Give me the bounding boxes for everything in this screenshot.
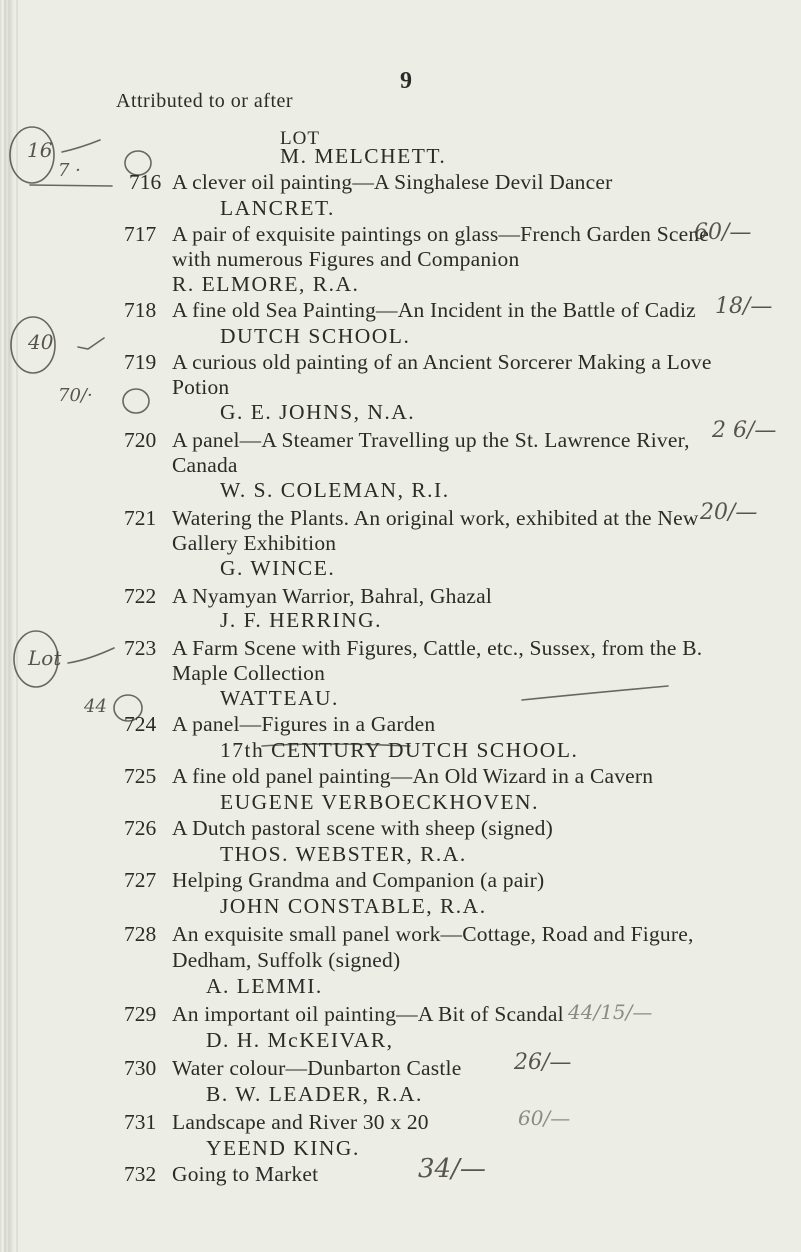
strike-line-722 [522, 686, 668, 700]
lot-number: 731 [124, 1110, 157, 1134]
lot-description: Potion [172, 375, 230, 399]
lot-description: A Dutch pastoral scene with sheep (signed) [172, 816, 553, 840]
margin-note-3: Lot [28, 646, 62, 670]
lot-number: 725 [124, 764, 157, 788]
price-annotation: 20/— [700, 500, 758, 525]
artist-name: W. S. COLEMAN, R.I. [220, 478, 450, 502]
lot-number: 726 [124, 816, 157, 840]
price-annotation: 18/— [715, 294, 773, 319]
lot-underline-716 [30, 185, 112, 186]
lot-description: An important oil painting—A Bit of Scandal [172, 1002, 564, 1026]
lot-description: A Nyamyan Warrior, Bahral, Ghazal [172, 584, 493, 608]
lot-description: A panel—A Steamer Travelling up the St. Lawrence River, [172, 428, 690, 452]
tick-mark-2 [78, 338, 104, 349]
artist-name: 17th CENTURY DUTCH SCHOOL. [220, 738, 579, 762]
lot-description: Maple Collection [172, 661, 326, 685]
lot-number: 723 [124, 636, 157, 660]
price-annotation: 60/— [518, 1106, 571, 1130]
lot-description: Watering the Plants. An original work, exhibited at the New [172, 506, 699, 530]
lot-description: An exquisite small panel work—Cottage, Road and Figure, [172, 922, 694, 946]
margin-note-2: 40 [28, 330, 54, 354]
lot-number: 720 [124, 428, 157, 452]
lot-number: 721 [124, 506, 157, 530]
page-edge [0, 0, 14, 1252]
artist-name: DUTCH SCHOOL. [220, 324, 411, 348]
lot-description: Water colour—Dunbarton Castle [172, 1056, 462, 1080]
lot-description: A curious old painting of an Ancient Sorcerer Making a Love [172, 350, 712, 374]
artist-name: J. F. HERRING. [220, 608, 383, 632]
tick-mark-3 [68, 648, 114, 663]
tick-mark-1 [62, 140, 100, 152]
artist-name: LANCRET. [220, 196, 335, 220]
price-annotation: 34/— [418, 1154, 486, 1184]
lot-number: 729 [124, 1002, 157, 1026]
artist-name: B. W. LEADER, R.A. [206, 1082, 423, 1106]
lot-description: Dedham, Suffolk (signed) [172, 948, 401, 972]
lot-number: 732 [124, 1162, 157, 1186]
artist-name: THOS. WEBSTER, R.A. [220, 842, 467, 866]
lot-number: 717 [124, 222, 157, 246]
price-annotation: 2 6/— [712, 418, 777, 443]
page-number: 9 [400, 68, 412, 94]
margin-note-1: 16 [27, 138, 53, 162]
lot-number: 716 [129, 170, 162, 194]
lot-number: 719 [124, 350, 157, 374]
lot-description: A Farm Scene with Figures, Cattle, etc., Sussex, from the B. [172, 636, 703, 660]
lot-description: A panel—Figures in a Garden [172, 712, 436, 736]
artist-name: G. E. JOHNS, N.A. [220, 400, 416, 424]
lot-number: 718 [124, 298, 157, 322]
margin-note-1-prefix: 7 · [58, 160, 81, 181]
margin-note-2-prefix: 70/· [58, 385, 93, 406]
lot-description: Gallery Exhibition [172, 531, 337, 555]
artist-name: EUGENE VERBOECKHOVEN. [220, 790, 539, 814]
lot-description: Landscape and River 30 x 20 [172, 1110, 429, 1134]
lot-description: A fine old Sea Painting—An Incident in the Battle of Cadiz [172, 298, 696, 322]
lot-number: 724 [124, 712, 157, 736]
price-annotation: 26/— [514, 1050, 572, 1075]
lot-description: A fine old panel painting—An Old Wizard in a Cavern [172, 764, 654, 788]
lot-description: A pair of exquisite paintings on glass—French Garden Scene [172, 222, 710, 246]
artist-name: R. ELMORE, R.A. [172, 272, 360, 296]
lot-number: 727 [124, 868, 157, 892]
lot-column-label: LOT [280, 128, 320, 149]
price-annotation: 60/— [694, 220, 752, 245]
artist-name: D. H. McKEIVAR, [206, 1028, 394, 1052]
artist-name: YEEND KING. [206, 1136, 360, 1160]
lot-description: with numerous Figures and Companion [172, 247, 520, 271]
lot-number: 728 [124, 922, 157, 946]
lot-description: Going to Market [172, 1162, 319, 1186]
price-annotation: 44/15/— [568, 1000, 653, 1024]
lot-description: Helping Grandma and Companion (a pair) [172, 868, 545, 892]
margin-note-3-prefix: 44 [84, 696, 107, 717]
artist-name: WATTEAU. [220, 686, 339, 710]
lot-number: 722 [124, 584, 157, 608]
lot-description: A clever oil painting—A Singhalese Devil Dancer [172, 170, 613, 194]
artist-name: G. WINCE. [220, 556, 336, 580]
artist-name: M. MELCHETT. [280, 144, 447, 168]
artist-name: A. LEMMI. [206, 974, 323, 998]
lot-circle-719 [123, 389, 149, 413]
lot-number: 730 [124, 1056, 157, 1080]
lot-description: Canada [172, 453, 238, 477]
header-note: Attributed to or after [116, 90, 294, 112]
artist-name: JOHN CONSTABLE, R.A. [220, 894, 487, 918]
